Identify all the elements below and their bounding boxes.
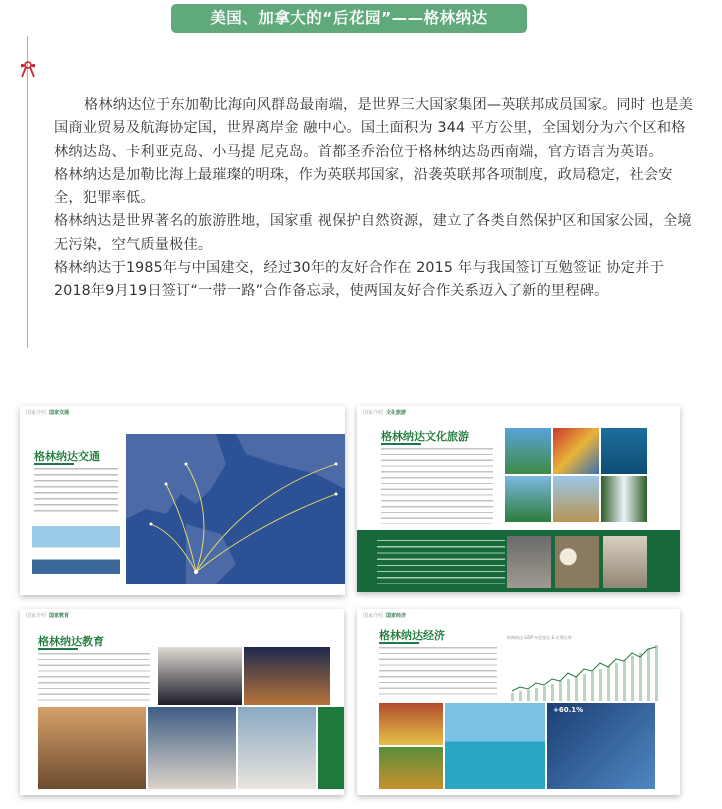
coast-photo [553, 476, 599, 522]
route-map-icon [126, 434, 345, 584]
diver-photo [601, 428, 647, 474]
spices-photo [379, 703, 443, 745]
slide-title: 格林纳达文化旅游 [381, 430, 469, 443]
education-slide [20, 609, 344, 795]
intro-article [54, 94, 694, 304]
economy-slide [357, 609, 680, 795]
title-underline [379, 642, 419, 644]
slide-text [34, 468, 118, 514]
graduates-photo [158, 647, 242, 705]
eggs-photo [555, 536, 599, 588]
slide-text [38, 653, 150, 701]
panel-text [377, 540, 505, 584]
title-underline [38, 648, 78, 650]
nurses-photo [148, 707, 236, 789]
paragraph-location: 格林纳达位于东加勒比海向风群岛最南端，是世界三大国家集团—英联邦成员国家。同时 也是美国商业贸易及航海协定国，世界离岸金 融中心。国土面积为 344 平方公里，全国划分为六个区和格林纳达岛、卡利亚克岛、小马提 尼克岛。首都圣乔治位于格林纳达岛西南端，官方语言为英语。 [54, 97, 693, 160]
slide-header: 国家介绍 国家教育 [26, 613, 70, 619]
campus-photo [244, 647, 330, 705]
paragraph-tourism: 格林纳达是世界著名的旅游胜地，国家重 视保护自然资源，建立了各类自然保护区和国家公园，全境无污染，空气质量极佳。 [54, 213, 692, 253]
island-photo [505, 476, 551, 522]
tourism-slide [357, 406, 680, 592]
beach-photo [505, 428, 551, 474]
slide-header: 国家介绍 国家经济 [363, 613, 407, 619]
cruise-ship-image [32, 526, 120, 574]
turtle-photo [507, 536, 551, 588]
green-block [318, 707, 344, 789]
page-banner: 美国、加拿大的“后花园”——格林纳达 [171, 4, 527, 33]
paragraph-commonwealth: 格林纳达是加勒比海上最璀璨的明珠，作为英联邦国家，沿袭英联邦各项制度，政局稳定，社会安全，犯罪率低。 [54, 166, 673, 207]
title-underline [34, 463, 74, 465]
classroom-photo [38, 707, 146, 789]
lab-photo [238, 707, 316, 789]
slide-header: 国家介绍 国家交通 [26, 410, 70, 416]
waterfall-photo [601, 476, 647, 522]
ribbon-icon [19, 58, 37, 80]
slide-text [379, 647, 497, 699]
chart-label: 格林纳达 GDP 年度变化 & 年增长率 [507, 635, 572, 640]
gdp-chart-icon [507, 641, 667, 703]
flight-map-image [126, 434, 345, 584]
nutmeg-photo [379, 747, 443, 789]
finance-photo [547, 703, 655, 789]
paragraph-china-relations: 格林纳达于1985年与中国建交，经过30年的友好合作在 2015 年与我国签订互勉签证 协定并于2018年9月19日签订“一带一路”合作备忘录，使两国友好合作关系迈入了新的里程碑。 [54, 260, 664, 300]
finance-stat: +60.1% [553, 706, 584, 714]
slide-title: 格林纳达交通 [34, 450, 100, 463]
beach-boat-photo [445, 703, 545, 789]
title-underline [381, 443, 421, 445]
hatchling-photo [603, 536, 647, 588]
slide-header: 国家介绍 文化旅游 [363, 410, 407, 416]
tourism-green-panel [357, 530, 680, 592]
carnival-photo [553, 428, 599, 474]
slide-title: 格林纳达教育 [38, 635, 104, 648]
transport-slide [20, 406, 345, 595]
side-divider [27, 36, 28, 348]
slide-text [381, 448, 493, 524]
slide-title: 格林纳达经济 [379, 629, 445, 642]
